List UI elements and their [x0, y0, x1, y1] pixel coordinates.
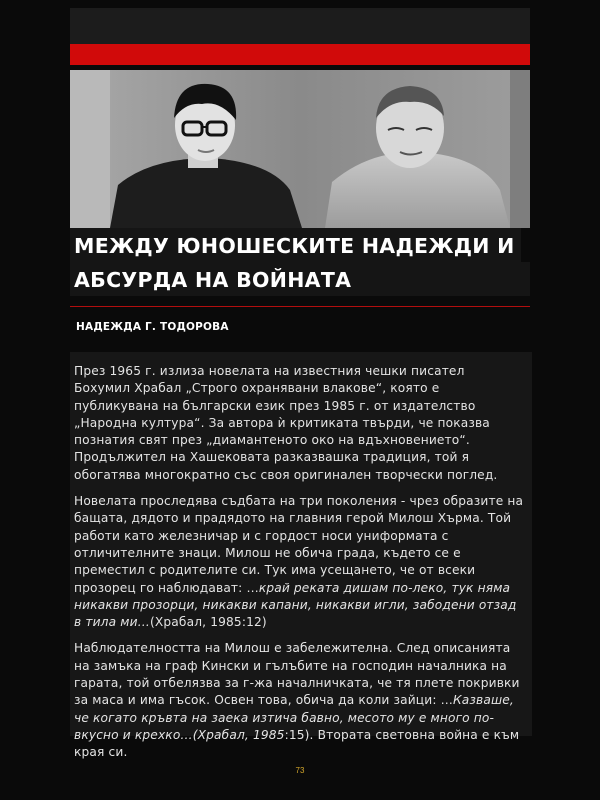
paragraph-3	[74, 640, 524, 761]
top-band	[70, 8, 530, 44]
paragraph-3-text: Наблюдателността на Милош е забележителна. След описанията на замъка на граф Кински и гълъбите на господин началника на гарата, той отбелязва за г-жа началничката, че тя плете покривки за маса и има гъсок. Освен това, обича да коли зайци: …	[74, 641, 520, 708]
paragraph-1: През 1965 г. излиза новелата на известния чешки писател Бохумил Храбал „Строго охранявани влакове“, която е публикувана на български език през 1985 г. от издателство „Народна култура“. За автора ѝ критиката твърди, че показва познатия свят през „диамантеното око на вдъхновението“. Продължител на Хашековата разказвашка традиция, той я обогатява многократно със своя оригинален творчески поглед.	[74, 364, 498, 482]
page-number: 73	[295, 766, 305, 775]
article-title	[70, 228, 534, 296]
article-body	[74, 363, 524, 771]
photo-two-men-icon	[70, 70, 530, 228]
title-line-2: АБСУРДА НА ВОЙНАТА	[70, 262, 530, 296]
paragraph-2-quote: край реката дишам по-леко, тук няма никакви прозорци, никакви капани, никакви игли, забодени отзад в тила ми…	[74, 580, 517, 630]
author-name: НАДЕЖДА Г. ТОДОРОВА	[76, 321, 229, 333]
paragraph-2	[74, 493, 524, 631]
paragraph-3-quote: Казваше, че когато кръвта на заека изтича бавно, месото му е много по-вкусно и крехко…(Храбал, 1985	[74, 693, 514, 742]
title-line-1: МЕЖДУ ЮНОШЕСКИТЕ НАДЕЖДИ И	[70, 228, 521, 262]
paragraph-3-end: :15). Втората световна война е към края си.	[74, 727, 520, 760]
paragraph-2-text: Новелата проследява съдбата на три поколения - чрез образите на бащата, дядото и прадядото на главния герой Милош Хърма. Той работи като железничар и с гордост носи униформата с отличителните знаци. Милош не обича града, където се е преместил с родителите си. Тук има усещането, че от всеки прозорец го наблюдават: …	[74, 494, 524, 595]
title-divider	[70, 306, 530, 307]
header-photo	[70, 70, 530, 228]
paragraph-2-ref: (Храбал, 1985:12)	[150, 615, 267, 630]
red-accent-bar	[70, 44, 530, 65]
